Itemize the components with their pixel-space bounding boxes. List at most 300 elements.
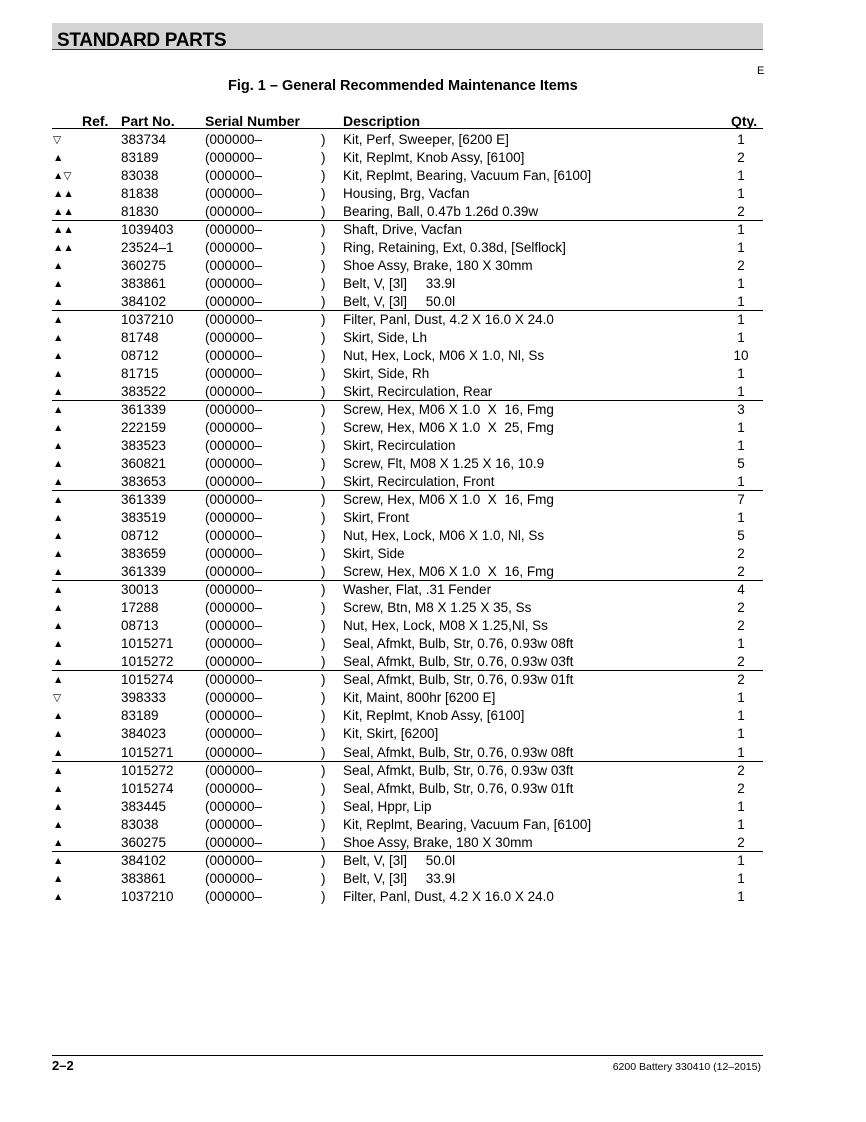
serial-number: (000000– [205, 582, 263, 598]
serial-close: ) [321, 311, 326, 327]
serial-number: (000000– [205, 672, 263, 688]
serial-close: ) [321, 888, 326, 904]
serial-close: ) [321, 239, 326, 255]
section-header-bar [52, 23, 763, 50]
column-header-serial-number: Serial Number [205, 113, 300, 129]
table-row [0, 707, 866, 725]
quantity: 1 [737, 690, 745, 706]
quantity: 2 [737, 834, 745, 850]
ref-symbol: ▽ [53, 133, 62, 146]
table-row [0, 852, 866, 870]
serial-close: ) [321, 762, 326, 778]
part-number: 360821 [121, 456, 167, 472]
table-row [0, 725, 866, 743]
serial-close: ) [321, 167, 326, 183]
serial-number: (000000– [205, 852, 263, 868]
description: Kit, Perf, Sweeper, [6200 E] [343, 131, 509, 147]
ref-symbol: ▲ [53, 313, 64, 326]
serial-number: (000000– [205, 708, 263, 724]
quantity: 2 [737, 600, 745, 616]
part-number: 83038 [121, 167, 159, 183]
ref-symbol: ▲ [53, 710, 64, 723]
table-row [0, 257, 866, 275]
part-number: 361339 [121, 492, 167, 508]
serial-close: ) [321, 149, 326, 165]
description: Screw, Hex, M06 X 1.0 X 25, Fmg [343, 419, 554, 435]
part-number: 30013 [121, 582, 159, 598]
quantity: 1 [737, 870, 745, 886]
serial-close: ) [321, 365, 326, 381]
quantity: 2 [737, 149, 745, 165]
quantity: 2 [737, 654, 745, 670]
description: Seal, Afmkt, Bulb, Str, 0.76, 0.93w 01ft [343, 672, 574, 688]
serial-number: (000000– [205, 690, 263, 706]
description: Screw, Flt, M08 X 1.25 X 16, 10.9 [343, 456, 545, 472]
description: Skirt, Recirculation, Front [343, 474, 495, 490]
description: Seal, Afmkt, Bulb, Str, 0.76, 0.93w 08ft [343, 636, 574, 652]
table-row [0, 311, 866, 329]
description: Belt, V, [3l] 33.9l [343, 275, 456, 291]
quantity: 5 [737, 528, 745, 544]
serial-number: (000000– [205, 275, 263, 291]
description: Shoe Assy, Brake, 180 X 30mm [343, 834, 533, 850]
ref-symbol: ▲ [53, 421, 64, 434]
quantity: 1 [737, 852, 745, 868]
quantity: 1 [737, 131, 745, 147]
footer-divider [52, 1055, 763, 1056]
part-number: 23524–1 [121, 239, 174, 255]
serial-close: ) [321, 600, 326, 616]
serial-number: (000000– [205, 456, 263, 472]
page-number: 2–2 [52, 1058, 74, 1073]
description: Kit, Replmt, Bearing, Vacuum Fan, [6100] [343, 816, 592, 832]
part-number: 383653 [121, 474, 167, 490]
quantity: 1 [737, 636, 745, 652]
serial-close: ) [321, 672, 326, 688]
part-number: 1037210 [121, 888, 174, 904]
table-row [0, 563, 866, 581]
description: Seal, Afmkt, Bulb, Str, 0.76, 0.93w 08ft [343, 744, 574, 760]
description: Washer, Flat, .31 Fender [343, 582, 492, 598]
ref-symbol: ▲ [53, 494, 64, 507]
description: Skirt, Side, Rh [343, 365, 430, 381]
ref-symbol: ▲ [53, 458, 64, 471]
serial-close: ) [321, 383, 326, 399]
part-number: 383522 [121, 383, 167, 399]
table-row [0, 275, 866, 293]
serial-close: ) [321, 510, 326, 526]
quantity: 2 [737, 618, 745, 634]
part-number: 361339 [121, 564, 167, 580]
serial-number: (000000– [205, 888, 263, 904]
table-row [0, 870, 866, 888]
description: Kit, Replmt, Knob Assy, [6100] [343, 708, 525, 724]
description: Seal, Hppr, Lip [343, 798, 432, 814]
quantity: 1 [737, 167, 745, 183]
description: Skirt, Side, Lh [343, 329, 428, 345]
quantity: 1 [737, 798, 745, 814]
ref-symbol: ▲ [53, 818, 64, 831]
description: Seal, Afmkt, Bulb, Str, 0.76, 0.93w 03ft [343, 762, 574, 778]
part-number: 360275 [121, 834, 167, 850]
ref-symbol: ▲ [53, 548, 64, 561]
part-number: 361339 [121, 401, 167, 417]
description: Filter, Panl, Dust, 4.2 X 16.0 X 24.0 [343, 888, 554, 904]
quantity: 1 [737, 383, 745, 399]
part-number: 83189 [121, 708, 159, 724]
part-number: 1015274 [121, 672, 174, 688]
serial-close: ) [321, 438, 326, 453]
description: Seal, Afmkt, Bulb, Str, 0.76, 0.93w 03ft [343, 654, 574, 670]
ref-symbol: ▲ [53, 295, 64, 308]
ref-symbol: ▲ [53, 566, 64, 579]
serial-close: ) [321, 870, 326, 886]
quantity: 1 [737, 365, 745, 381]
serial-number: (000000– [205, 654, 263, 670]
serial-close: ) [321, 293, 326, 309]
part-number: 398333 [121, 690, 167, 706]
serial-close: ) [321, 401, 326, 417]
ref-symbol: ▲ [53, 836, 64, 849]
description: Kit, Maint, 800hr [6200 E] [343, 690, 496, 706]
column-header-part-no: Part No. [121, 113, 175, 129]
ref-symbol: ▲ [53, 512, 64, 525]
description: Kit, Skirt, [6200] [343, 726, 439, 742]
serial-close: ) [321, 564, 326, 580]
serial-number: (000000– [205, 131, 263, 147]
serial-close: ) [321, 347, 326, 363]
serial-close: ) [321, 257, 326, 273]
serial-close: ) [321, 329, 326, 345]
part-number: 08712 [121, 528, 159, 544]
quantity: 2 [737, 564, 745, 580]
table-row [0, 419, 866, 437]
part-number: 1039403 [121, 221, 174, 237]
table-row [0, 834, 866, 852]
table-row [0, 780, 866, 798]
quantity: 5 [737, 456, 745, 472]
ref-symbol: ▲ [53, 782, 64, 795]
ref-symbol: ▲ [53, 385, 64, 398]
serial-number: (000000– [205, 618, 263, 634]
quantity: 2 [737, 762, 745, 778]
serial-number: (000000– [205, 492, 263, 508]
serial-number: (000000– [205, 221, 263, 237]
ref-symbol: ▲ [53, 638, 64, 651]
ref-symbol: ▲ [53, 151, 64, 164]
ref-symbol: ▲ [53, 277, 64, 290]
part-number: 1037210 [121, 311, 174, 327]
ref-symbol: ▲▲ [53, 187, 74, 200]
serial-number: (000000– [205, 744, 263, 760]
part-number: 383734 [121, 131, 167, 147]
part-number: 222159 [121, 419, 167, 435]
ref-symbol: ▲ [53, 674, 64, 687]
serial-number: (000000– [205, 329, 263, 345]
table-row [0, 293, 866, 311]
serial-close: ) [321, 528, 326, 544]
quantity: 1 [737, 419, 745, 435]
description: Skirt, Recirculation, Rear [343, 383, 493, 399]
serial-close: ) [321, 726, 326, 742]
serial-number: (000000– [205, 293, 263, 309]
table-row [0, 149, 866, 167]
part-number: 383523 [121, 438, 167, 453]
serial-number: (000000– [205, 762, 263, 778]
table-row [0, 167, 866, 185]
ref-symbol: ▲ [53, 620, 64, 633]
part-number: 384023 [121, 726, 167, 742]
serial-close: ) [321, 798, 326, 814]
quantity: 1 [737, 275, 745, 291]
table-row [0, 329, 866, 347]
ref-symbol: ▲ [53, 890, 64, 903]
quantity: 1 [737, 293, 745, 309]
serial-close: ) [321, 654, 326, 670]
section-title: STANDARD PARTS [57, 30, 227, 51]
part-number: 384102 [121, 293, 167, 309]
ref-symbol: ▲ [53, 656, 64, 669]
quantity: 2 [737, 203, 745, 219]
ref-symbol: ▲▲ [53, 205, 74, 218]
description: Screw, Hex, M06 X 1.0 X 16, Fmg [343, 492, 554, 508]
table-row [0, 365, 866, 383]
quantity: 1 [737, 744, 745, 760]
quantity: 2 [737, 780, 745, 796]
ref-symbol: ▲ [53, 530, 64, 543]
table-row [0, 221, 866, 239]
serial-close: ) [321, 852, 326, 868]
part-number: 08713 [121, 618, 159, 634]
serial-number: (000000– [205, 401, 263, 417]
description: Nut, Hex, Lock, M06 X 1.0, Nl, Ss [343, 347, 545, 363]
quantity: 10 [733, 347, 749, 363]
description: Bearing, Ball, 0.47b 1.26d 0.39w [343, 203, 539, 219]
description: Shaft, Drive, Vacfan [343, 221, 463, 237]
quantity: 1 [737, 816, 745, 832]
table-row [0, 239, 866, 257]
part-number: 1015271 [121, 636, 174, 652]
serial-number: (000000– [205, 474, 263, 490]
table-row [0, 635, 866, 653]
table-row [0, 744, 866, 762]
ref-symbol: ▲▲ [53, 223, 74, 236]
serial-number: (000000– [205, 546, 263, 562]
table-row [0, 473, 866, 491]
serial-number: (000000– [205, 834, 263, 850]
part-number: 383861 [121, 870, 167, 886]
ref-symbol: ▲ [53, 728, 64, 741]
serial-close: ) [321, 582, 326, 598]
part-number: 360275 [121, 257, 167, 273]
part-number: 383519 [121, 510, 167, 526]
description: Belt, V, [3l] 50.0l [343, 852, 456, 868]
document-id: 6200 Battery 330410 (12–2015) [612, 1061, 761, 1073]
serial-close: ) [321, 636, 326, 652]
quantity: 1 [737, 311, 745, 327]
serial-number: (000000– [205, 365, 263, 381]
quantity: 1 [737, 329, 745, 345]
part-number: 81830 [121, 203, 159, 219]
table-row [0, 545, 866, 563]
description: Housing, Brg, Vacfan [343, 185, 470, 201]
serial-number: (000000– [205, 149, 263, 165]
ref-symbol: ▲ [53, 331, 64, 344]
table-row [0, 401, 866, 419]
table-row [0, 762, 866, 780]
serial-number: (000000– [205, 185, 263, 201]
table-row [0, 185, 866, 203]
quantity: 1 [737, 185, 745, 201]
description: Screw, Btn, M8 X 1.25 X 35, Ss [343, 600, 532, 616]
ref-symbol: ▲ [53, 259, 64, 272]
part-number: 383445 [121, 798, 167, 814]
column-header-qty: Qty. [731, 113, 758, 129]
serial-number: (000000– [205, 870, 263, 886]
ref-symbol: ▲ [53, 476, 64, 489]
quantity: 3 [737, 401, 745, 417]
description: Skirt, Front [343, 510, 410, 526]
quantity: 1 [737, 726, 745, 742]
serial-close: ) [321, 816, 326, 832]
ref-symbol: ▲ [53, 349, 64, 362]
serial-number: (000000– [205, 311, 263, 327]
serial-number: (000000– [205, 203, 263, 219]
ref-symbol: ▲ [53, 403, 64, 416]
description: Kit, Replmt, Bearing, Vacuum Fan, [6100] [343, 167, 592, 183]
table-row [0, 671, 866, 689]
description: Seal, Afmkt, Bulb, Str, 0.76, 0.93w 01ft [343, 780, 574, 796]
serial-number: (000000– [205, 383, 263, 399]
serial-close: ) [321, 456, 326, 472]
description: Nut, Hex, Lock, M06 X 1.0, Nl, Ss [343, 528, 545, 544]
table-row [0, 383, 866, 401]
table-row [0, 798, 866, 816]
column-header-description: Description [343, 113, 421, 129]
table-row [0, 527, 866, 545]
description: Filter, Panl, Dust, 4.2 X 16.0 X 24.0 [343, 311, 554, 327]
quantity: 4 [737, 582, 745, 598]
description: Belt, V, [3l] 33.9l [343, 870, 456, 886]
serial-close: ) [321, 474, 326, 490]
ref-symbol: ▲ [53, 854, 64, 867]
ref-symbol: ▽ [53, 692, 62, 705]
serial-close: ) [321, 203, 326, 219]
part-number: 83038 [121, 816, 159, 832]
serial-close: ) [321, 744, 326, 760]
ref-symbol: ▲ [53, 367, 64, 380]
serial-close: ) [321, 492, 326, 508]
quantity: 7 [737, 492, 745, 508]
part-number: 384102 [121, 852, 167, 868]
figure-title: Fig. 1 – General Recommended Maintenance Items [228, 78, 578, 94]
ref-symbol: ▲ [53, 440, 64, 452]
part-number: 81715 [121, 365, 159, 381]
part-number: 383659 [121, 546, 167, 562]
serial-number: (000000– [205, 816, 263, 832]
description: Nut, Hex, Lock, M08 X 1.25,Nl, Ss [343, 618, 548, 634]
ref-symbol: ▲ [53, 584, 64, 597]
part-number: 1015271 [121, 744, 174, 760]
part-number: 383861 [121, 275, 167, 291]
table-row [0, 455, 866, 473]
serial-number: (000000– [205, 257, 263, 273]
ref-symbol: ▲ [53, 800, 64, 813]
description: Skirt, Recirculation [343, 438, 456, 453]
header-divider [52, 128, 763, 129]
quantity: 1 [737, 474, 745, 490]
ref-symbol: ▲▲ [53, 241, 74, 254]
serial-close: ) [321, 546, 326, 562]
serial-number: (000000– [205, 167, 263, 183]
table-row [0, 509, 866, 527]
serial-close: ) [321, 221, 326, 237]
serial-close: ) [321, 618, 326, 634]
serial-number: (000000– [205, 636, 263, 652]
description: Kit, Replmt, Knob Assy, [6100] [343, 149, 525, 165]
serial-number: (000000– [205, 438, 263, 453]
column-header-ref: Ref. [82, 113, 109, 129]
table-row [0, 131, 866, 149]
description: Skirt, Side [343, 546, 405, 562]
serial-number: (000000– [205, 347, 263, 363]
serial-number: (000000– [205, 798, 263, 814]
ref-symbol: ▲▽ [53, 169, 72, 182]
table-row [0, 599, 866, 617]
serial-number: (000000– [205, 600, 263, 616]
table-row [0, 617, 866, 635]
part-number: 83189 [121, 149, 159, 165]
serial-number: (000000– [205, 239, 263, 255]
description: Ring, Retaining, Ext, 0.38d, [Selflock] [343, 239, 566, 255]
part-number: 08712 [121, 347, 159, 363]
ref-symbol: ▲ [53, 764, 64, 777]
ref-symbol: ▲ [53, 872, 64, 885]
serial-number: (000000– [205, 780, 263, 796]
quantity: 2 [737, 672, 745, 688]
table-row [0, 437, 866, 455]
serial-number: (000000– [205, 726, 263, 742]
serial-close: ) [321, 708, 326, 724]
quantity: 2 [737, 546, 745, 562]
part-number: 1015272 [121, 654, 174, 670]
serial-close: ) [321, 780, 326, 796]
serial-number: (000000– [205, 564, 263, 580]
quantity: 1 [737, 221, 745, 237]
table-row [0, 689, 866, 707]
serial-close: ) [321, 185, 326, 201]
description: Shoe Assy, Brake, 180 X 30mm [343, 257, 533, 273]
table-row [0, 203, 866, 221]
quantity: 1 [737, 888, 745, 904]
table-row [0, 581, 866, 599]
serial-close: ) [321, 275, 326, 291]
table-row [0, 653, 866, 671]
table-row [0, 888, 866, 906]
description: Screw, Hex, M06 X 1.0 X 16, Fmg [343, 564, 554, 580]
serial-number: (000000– [205, 528, 263, 544]
serial-close: ) [321, 834, 326, 850]
quantity: 1 [737, 510, 745, 526]
ref-symbol: ▲ [53, 746, 64, 759]
part-number: 1015272 [121, 762, 174, 778]
edition-mark: E [757, 65, 765, 77]
part-number: 81838 [121, 185, 159, 201]
part-number: 81748 [121, 329, 159, 345]
table-row [0, 816, 866, 834]
table-row [0, 347, 866, 365]
serial-close: ) [321, 131, 326, 147]
